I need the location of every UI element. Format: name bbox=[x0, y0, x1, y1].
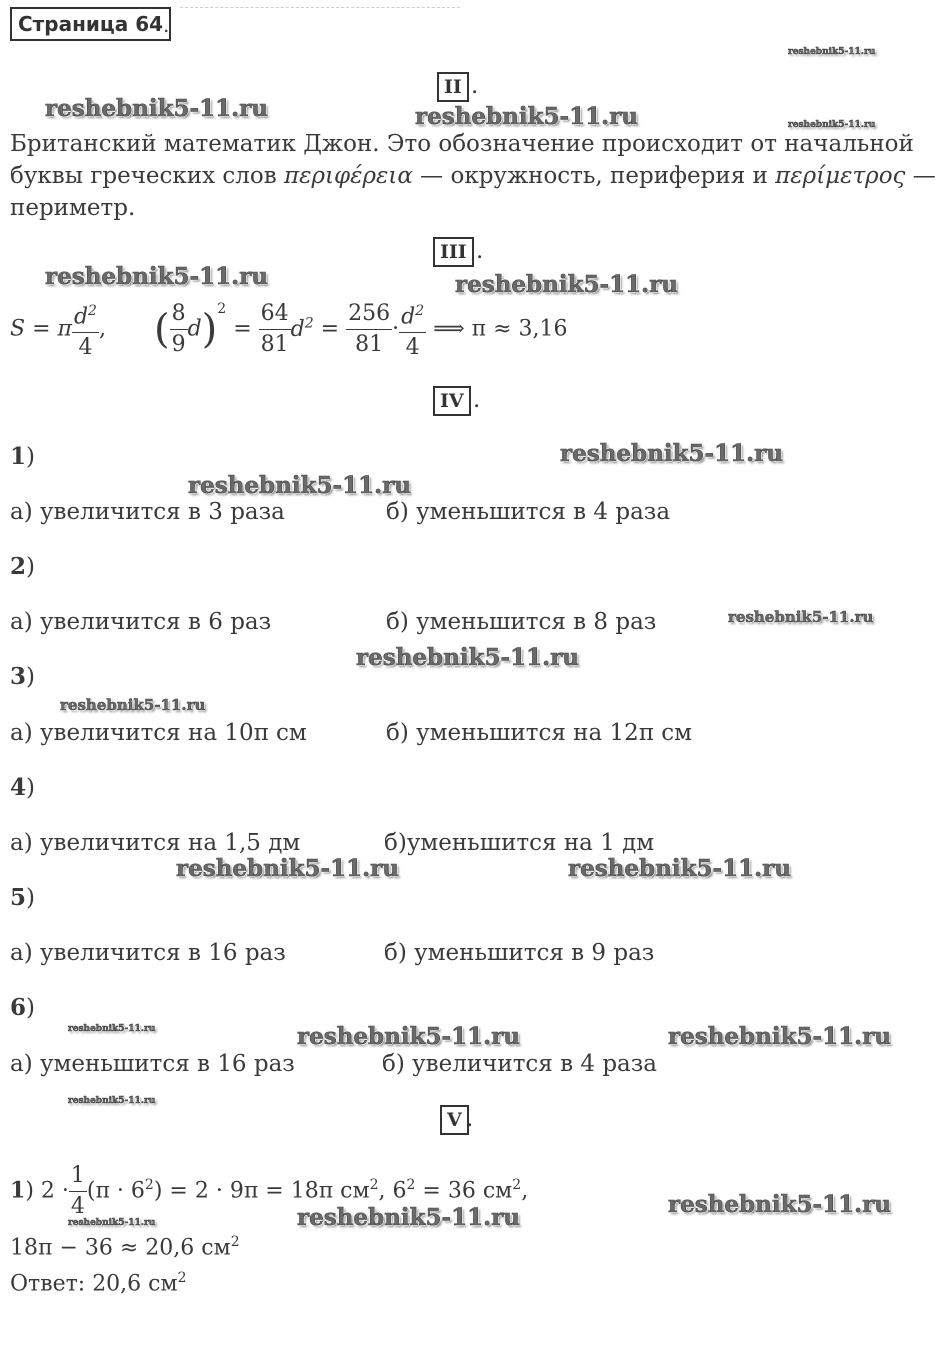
answer-2a: а) увеличится в 6 раз bbox=[10, 609, 272, 635]
section-v-line-2: 18π − 36 ≈ 20,6 $см^2$ bbox=[10, 1234, 240, 1261]
page-title-dot: . bbox=[163, 13, 170, 37]
section-heading-v: V bbox=[440, 1105, 469, 1135]
section-ii-line-3: периметр. bbox=[10, 195, 136, 221]
answer-3a: а) увеличится на 10π см bbox=[10, 720, 307, 746]
watermark: reshebnik5-11.ru bbox=[68, 1096, 156, 1106]
watermark: reshebnik5-11.ru bbox=[68, 1024, 156, 1034]
text-fragment: — bbox=[912, 163, 936, 189]
answer-6b: б) увеличится в 4 раза bbox=[382, 1051, 658, 1077]
greek-word-perimetros: περίμετρος bbox=[775, 163, 906, 189]
watermark: reshebnik5-11.ru bbox=[415, 103, 638, 130]
watermark: reshebnik5-11.ru bbox=[176, 855, 399, 882]
watermark: reshebnik5-11.ru bbox=[568, 855, 791, 882]
text-fragment: — окружность, периферия и bbox=[420, 163, 768, 189]
item-number-5: 5) bbox=[10, 884, 35, 911]
answer-4a: а) увеличится на 1,5 дм bbox=[10, 830, 301, 856]
watermark: reshebnik5-11.ru bbox=[45, 95, 268, 122]
watermark: reshebnik5-11.ru bbox=[68, 1218, 156, 1228]
paren-close: ) bbox=[201, 306, 218, 353]
watermark: reshebnik5-11.ru bbox=[297, 1023, 520, 1050]
equals-sign: = bbox=[233, 316, 252, 342]
answer-5b: б) уменьшится в 9 раз bbox=[384, 940, 655, 966]
equals-sign: = bbox=[320, 316, 340, 342]
paren-open: ( bbox=[153, 306, 170, 353]
greek-word-periphereia: περιφέρεια bbox=[284, 163, 413, 189]
section-v-answer: Ответ: 20,6 $см^2$ bbox=[10, 1270, 187, 1297]
paren-exponent: 2 bbox=[217, 301, 227, 318]
item-number-3: 3) bbox=[10, 663, 35, 690]
result-pi: ⟹ π ≈ 3,16 bbox=[433, 316, 568, 342]
fraction-256-over-81: $\frac{256}{81}$ bbox=[348, 301, 391, 358]
section-ii-line-1: Британский математик Джон. Это обозначение происходит от начальной bbox=[10, 131, 914, 157]
answer-5a: а) увеличится в 16 раз bbox=[10, 940, 286, 966]
comma: , bbox=[98, 316, 106, 342]
variable-d: d bbox=[187, 316, 202, 342]
fraction-1-over-4: $\frac{1}{4}$ bbox=[70, 1163, 85, 1219]
answer-2b: б) уменьшится в 8 раз bbox=[386, 609, 657, 635]
watermark: reshebnik5-11.ru bbox=[728, 608, 874, 626]
answer-6a: а) уменьшится в 16 раз bbox=[10, 1051, 295, 1077]
fraction-64-over-81: $\frac{64}{81}$ bbox=[260, 301, 289, 358]
item-number-2: 2) bbox=[10, 553, 35, 580]
formula-area-lhs: S = π bbox=[10, 316, 72, 342]
section-heading-v-dot: . bbox=[466, 1106, 474, 1132]
item-number-4: 4) bbox=[10, 774, 35, 801]
variable-d-squared: $d^2$ bbox=[290, 315, 314, 342]
item-number-6: 6) bbox=[10, 994, 35, 1021]
section-heading-ii-dot: . bbox=[471, 73, 479, 99]
multiply-dot: · bbox=[392, 316, 400, 342]
watermark: reshebnik5-11.ru bbox=[356, 644, 579, 671]
answer-3b: б) уменьшится на 12π см bbox=[386, 720, 692, 746]
watermark: reshebnik5-11.ru bbox=[60, 696, 206, 714]
watermark: reshebnik5-11.ru bbox=[788, 47, 876, 57]
answer-4b: б)уменьшится на 1 дм bbox=[384, 830, 655, 856]
item-number-1: 1) bbox=[10, 443, 35, 470]
section-heading-iv-dot: . bbox=[473, 387, 481, 413]
item-number-v1: 1 bbox=[10, 1177, 26, 1204]
watermark: reshebnik5-11.ru bbox=[297, 1204, 520, 1231]
formula-pi-estimate bbox=[10, 296, 568, 363]
answer-1a: а) увеличится в 3 раза bbox=[10, 499, 285, 525]
watermark: reshebnik5-11.ru bbox=[668, 1191, 891, 1218]
watermark: reshebnik5-11.ru bbox=[668, 1023, 891, 1050]
watermark: reshebnik5-11.ru bbox=[45, 263, 268, 290]
section-v-calculation: 1) 2 · $\frac{1}{4}$ $(\pi \cdot 6^2) = 2 \cdot 9\pi = 18\pi$ $см^2$, $6^2 = 36$ $см^2$, bbox=[10, 1161, 528, 1222]
fraction-8-over-9: $\frac{8}{9}$ bbox=[171, 301, 186, 358]
fraction-d2-over-4: $\frac{d^2}{4}$ bbox=[72, 296, 99, 363]
section-heading-iii-dot: . bbox=[476, 238, 484, 264]
fraction-d2-over-4-b: $\frac{d^2}{4}$ bbox=[399, 296, 426, 363]
watermark: reshebnik5-11.ru bbox=[788, 120, 876, 130]
text-fragment: буквы греческих слов bbox=[10, 163, 277, 189]
section-heading-iv: IV bbox=[433, 386, 471, 416]
page-title: Страница 64 bbox=[10, 7, 171, 41]
section-heading-iii: III bbox=[433, 237, 474, 267]
watermark: reshebnik5-11.ru bbox=[188, 472, 411, 499]
watermark: reshebnik5-11.ru bbox=[560, 440, 783, 467]
answer-1b: б) уменьшится в 4 раза bbox=[386, 499, 671, 525]
section-ii-line-2 bbox=[10, 160, 936, 192]
divider bbox=[180, 7, 460, 8]
section-heading-ii: II bbox=[437, 72, 469, 102]
watermark: reshebnik5-11.ru bbox=[455, 271, 678, 298]
